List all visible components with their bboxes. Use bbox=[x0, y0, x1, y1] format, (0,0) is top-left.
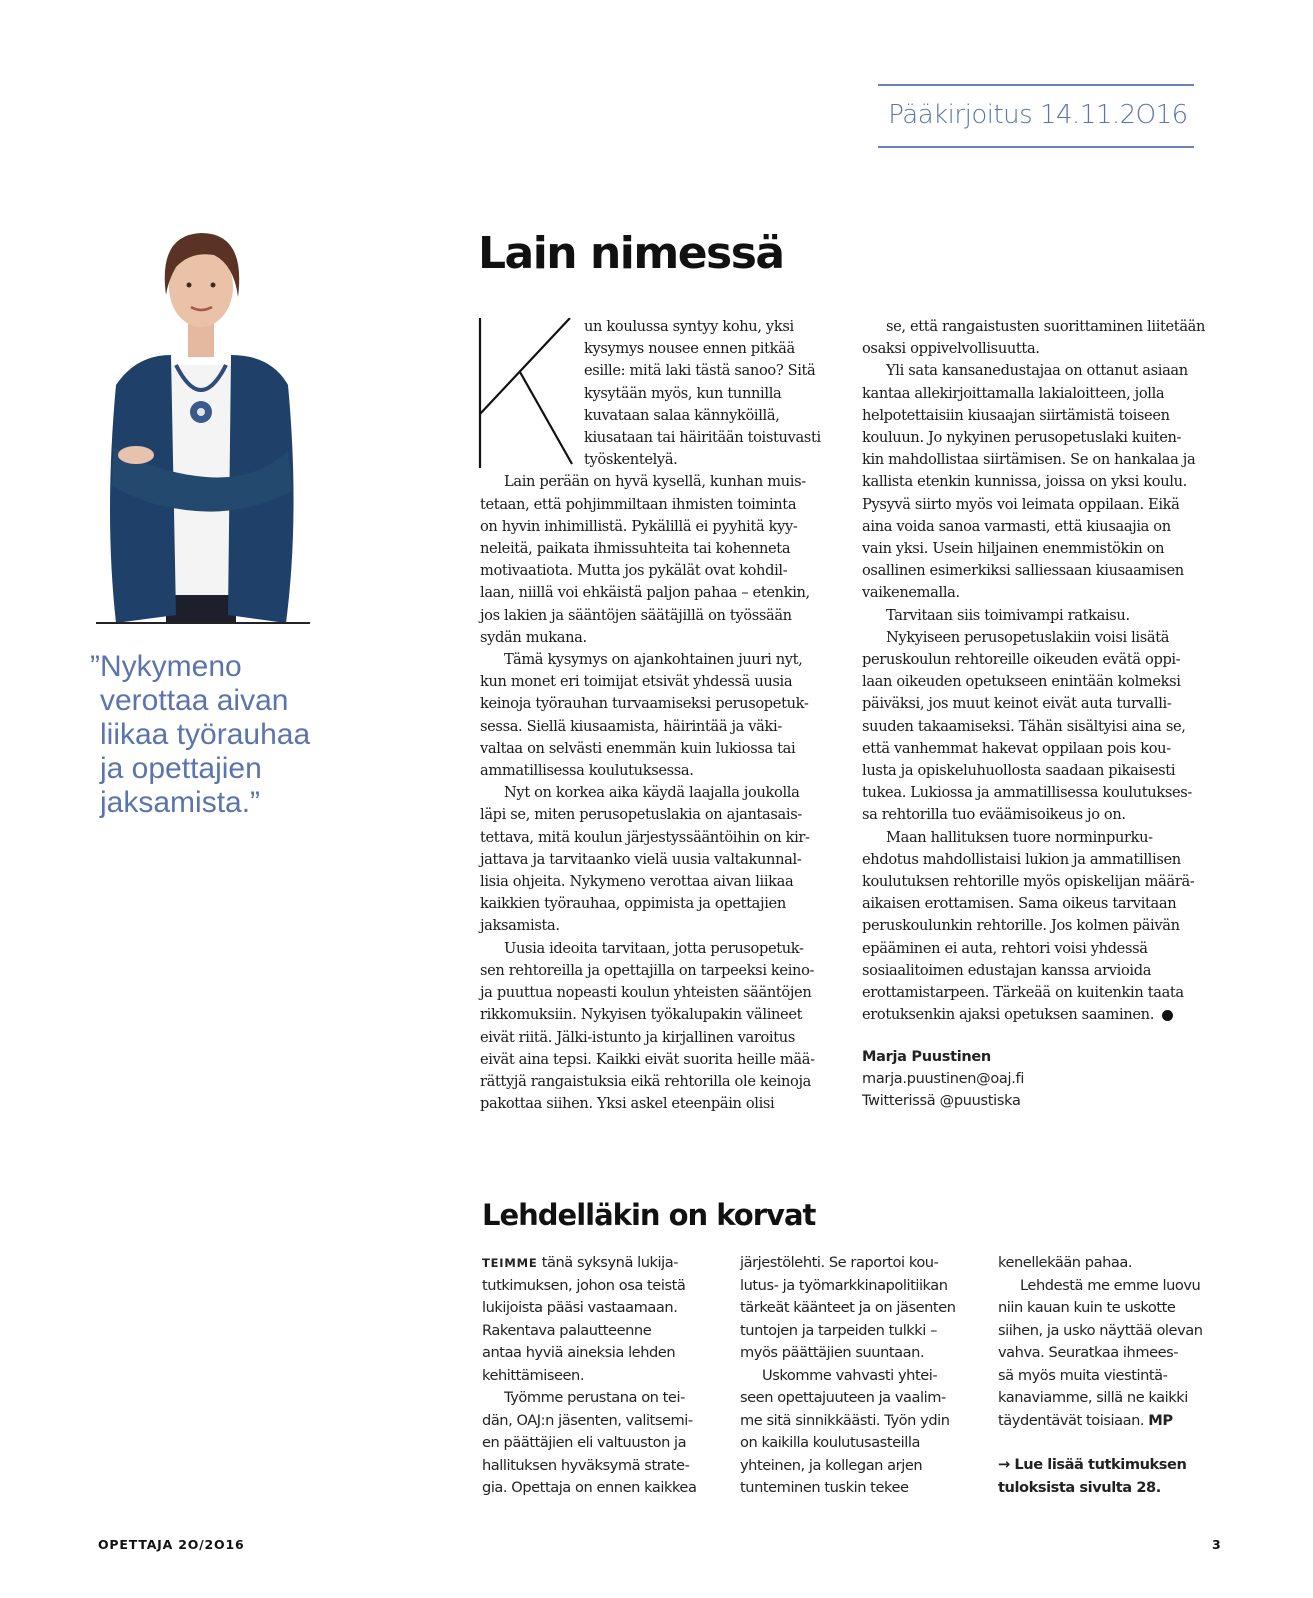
text-line: eivät riitä. Jälki-istunto ja kirjallinen varoitus bbox=[480, 1028, 795, 1046]
text-line: epääminen ei auta, rehtori voisi yhdessä bbox=[862, 939, 1148, 957]
read-more-line[interactable]: tuloksista sivulta 28. bbox=[998, 1478, 1161, 1496]
text-line: tutkimuksen, johon osa teistä bbox=[482, 1276, 686, 1294]
text-line: aikaisen erottamisen. Sama oikeus tarvitaan bbox=[862, 895, 1177, 913]
text-line: peruskoulun rehtoreille oikeuden evätä oppi- bbox=[862, 651, 1181, 669]
paragraph bbox=[480, 471, 840, 649]
text-line: Uusia ideoita tarvitaan, jotta perusopetuk- bbox=[504, 939, 804, 957]
text-line: kenellekään pahaa. bbox=[998, 1254, 1133, 1271]
text-line: kehittämiseen. bbox=[482, 1366, 585, 1384]
pull-quote-line: jaksamista.” bbox=[100, 786, 261, 819]
text-line: jattava ja tarvitaanko vielä uusia valtakunnal- bbox=[480, 850, 802, 868]
text-line: järjestölehti. Se raportoi kou- bbox=[740, 1254, 939, 1271]
article-column-2 bbox=[862, 316, 1222, 1027]
text-line: tuntojen ja tarpeiden tulkki – bbox=[740, 1321, 937, 1339]
text-line: rättyjä rangaistuksia eikä rehtorilla ole keinoja bbox=[480, 1072, 811, 1090]
paragraph bbox=[862, 360, 1222, 604]
text-line: jos lakien ja sääntöjen säätäjillä on työssään bbox=[480, 606, 792, 624]
secondary-column-2 bbox=[740, 1252, 970, 1500]
pull-quote-line: verottaa aivan bbox=[100, 684, 289, 717]
author-twitter[interactable]: Twitterissä @puustiska bbox=[862, 1093, 1021, 1109]
text-line: että vanhemmat hakevat oppilaan pois kou- bbox=[862, 739, 1171, 757]
text-line: sä myös muita viestintä- bbox=[998, 1366, 1168, 1384]
text-line: TEIMME tänä syksynä lukija- bbox=[482, 1254, 679, 1271]
text-line: Lehdestä me emme luovu bbox=[1020, 1276, 1201, 1294]
text-line: kin mahdollistaa siirtämisen. Se on hankalaa ja bbox=[862, 451, 1196, 469]
text-line: jaksamista. bbox=[480, 917, 560, 935]
portrait-neck bbox=[188, 323, 214, 357]
text-line: kysytään myös, kun tunnilla bbox=[584, 384, 782, 402]
text-line: helpotettaisiin kiusaajan siirtämistä toiseen bbox=[862, 406, 1170, 424]
text-line: suuden takaamiseksi. Tähän sisältyisi aina se, bbox=[862, 717, 1186, 735]
text-line: tunteminen tuskin tekee bbox=[740, 1479, 909, 1496]
text-line: valtaa on selvästi enemmän kuin lukiossa tai bbox=[480, 739, 796, 757]
text-line: lutus- ja työmarkkinapolitiikan bbox=[740, 1276, 948, 1294]
text-line: kaikkien työrauhaa, oppimista ja opettajien bbox=[480, 895, 786, 913]
paragraph bbox=[862, 605, 1222, 627]
text-line: sa rehtorilla tuo eväämisoikeus jo on. bbox=[862, 806, 1126, 824]
text-line: osaksi oppivelvollisuutta. bbox=[862, 340, 1040, 358]
text-line: erottamistarpeen. Tärkeää on kuitenkin taata bbox=[862, 984, 1184, 1002]
text-line: yhteinen, ja kollegan arjen bbox=[740, 1456, 923, 1474]
text-line: Yli sata kansanedustajaa on ottanut asiaan bbox=[886, 362, 1188, 380]
read-more-link[interactable] bbox=[998, 1454, 1228, 1499]
secondary-column-3 bbox=[998, 1252, 1228, 1499]
text-line: Nykyiseen perusopetuslakiin voisi lisätä bbox=[886, 628, 1170, 646]
text-line: kantaa allekirjoittamalla lakialoitteen, jolla bbox=[862, 384, 1165, 402]
text-line: Maan hallituksen tuore norminpurku- bbox=[886, 828, 1153, 846]
text-line: kouluun. Jo nykyinen perusopetuslaki kuiten- bbox=[862, 429, 1182, 447]
lead-word: TEIMME bbox=[482, 1256, 538, 1270]
text-line: on kaikilla koulutusasteilla bbox=[740, 1434, 920, 1451]
text-line: laan, niillä voi ehkäistä paljon pahaa – etenkin, bbox=[480, 584, 810, 602]
text-line: niin kauan kuin te uskotte bbox=[998, 1299, 1176, 1316]
text-line: sessa. Siellä kiusaamista, häirintää ja väki- bbox=[480, 717, 782, 735]
text-line: neleitä, paikata ihmissuhteita tai kohenneta bbox=[480, 540, 791, 558]
text-line: laan oikeuden opetukseen enintään kolmeksi bbox=[862, 673, 1181, 691]
text-line: antaa hyviä aineksia lehden bbox=[482, 1344, 676, 1361]
text-line: täydentävät toisiaan. MP bbox=[998, 1411, 1173, 1429]
secondary-column-1 bbox=[482, 1252, 712, 1500]
author-name: Marja Puustinen bbox=[862, 1049, 991, 1065]
text-line: kallista etenkin kunnissa, joissa on yksi koulu. bbox=[862, 473, 1187, 491]
text-line: tetaan, että pohjimmiltaan ihmisten toiminta bbox=[480, 495, 797, 513]
text-line: sydän mukana. bbox=[480, 628, 587, 646]
text-line: tärkeät käänteet ja on jäsenten bbox=[740, 1299, 956, 1316]
text-line: aina voida sanoa varmasti, että kiusaajia on bbox=[862, 517, 1171, 535]
text-line: pakottaa siihen. Yksi askel eteenpäin olisi bbox=[480, 1095, 775, 1113]
text-line: tettava, mitä koulun järjestyssääntöihin on kir- bbox=[480, 828, 810, 846]
text-line: kanaviamme, sillä ne kaikki bbox=[998, 1389, 1188, 1406]
paragraph bbox=[480, 938, 840, 1116]
text-line: hallituksen hyväksymä strate- bbox=[482, 1456, 690, 1474]
text-line: Pysyvä siirto myös voi leimata oppilaan. Eikä bbox=[862, 495, 1180, 513]
secondary-headline: Lehdelläkin on korvat bbox=[482, 1198, 816, 1232]
text-line: sen rehtoreilla ja opettajilla on tarpeeksi keino- bbox=[480, 961, 815, 979]
text-line: Rakentava palautteenne bbox=[482, 1321, 652, 1339]
text-line: kuvataan salaa kännyköillä, bbox=[584, 406, 780, 424]
portrait-hand bbox=[118, 446, 154, 464]
text-line: Lain perään on hyvä kysellä, kunhan muis- bbox=[504, 473, 806, 491]
text-line: Työmme perustana on tei- bbox=[504, 1389, 685, 1406]
pull-quote-line: ”Nykymeno bbox=[90, 650, 242, 683]
byline bbox=[862, 1046, 1024, 1112]
text-line: vahva. Seuratkaa ihmees- bbox=[998, 1344, 1179, 1361]
text-line: en päättäjien eli valtuuston ja bbox=[482, 1434, 687, 1451]
text-line: se, että rangaistusten suorittaminen liitetään bbox=[886, 318, 1206, 335]
text-line: un koulussa syntyy kohu, yksi bbox=[584, 318, 794, 335]
text-line: erotuksenkin ajaksi opetuksen saaminen. bbox=[862, 1004, 1222, 1026]
text-line: päiväksi, jos muut keinot eivät auta turvalli- bbox=[862, 695, 1172, 713]
article-column-1 bbox=[480, 316, 840, 1115]
text-line: lusta ja opiskeluhuollosta saadaan pikaisesti bbox=[862, 762, 1176, 780]
text-line: esille: mitä laki tästä sanoo? Sitä bbox=[584, 362, 816, 380]
text-line: motivaatiota. Mutta jos pykälät ovat kohdil- bbox=[480, 562, 788, 580]
text-line: lukijoista pääsi vastaamaan. bbox=[482, 1299, 678, 1316]
text-line: peruskoulunkin rehtorille. Jos kolmen päivän bbox=[862, 917, 1180, 935]
text-line: me sitä sinnikkäästi. Työn ydin bbox=[740, 1411, 950, 1429]
author-initials: MP bbox=[1148, 1411, 1173, 1429]
text-line: vaikenemalla. bbox=[862, 584, 960, 602]
text-line: ehdotus mahdollistaisi lukion ja ammatillisen bbox=[862, 850, 1181, 868]
text-line: rikkomuksiin. Nykyisen työkalupakin välineet bbox=[480, 1006, 803, 1024]
text-line: Nyt on korkea aika käydä laajalla joukolla bbox=[504, 784, 800, 802]
article-headline: Lain nimessä bbox=[478, 228, 784, 279]
text-line: Tämä kysymys on ajankohtainen juuri nyt, bbox=[504, 651, 803, 669]
page-number: 3 bbox=[1212, 1537, 1221, 1552]
text-line: gia. Opettaja on ennen kaikkea bbox=[482, 1479, 697, 1496]
text-line: keinoja työrauhan turvaamiseksi perusopetuk- bbox=[480, 695, 809, 713]
text-line: Uskomme vahvasti yhtei- bbox=[762, 1366, 938, 1384]
paragraph bbox=[862, 316, 1222, 360]
text-line: sosiaalitoimen edustajan kanssa arvioida bbox=[862, 961, 1152, 979]
text-line: kiusataan tai häiritään toistuvasti bbox=[584, 429, 821, 447]
text-line: koulutuksen rehtorille myös opiskelijan määrä- bbox=[862, 873, 1195, 891]
text-line: myös päättäjien suuntaan. bbox=[740, 1344, 925, 1361]
text-line: kun monet eri toimijat etsivät yhdessä uusia bbox=[480, 673, 793, 691]
text-line: lisia ohjeita. Nykymeno verottaa aivan liikaa bbox=[480, 873, 794, 891]
dropcap-paragraph bbox=[480, 316, 840, 471]
text-line: eivät aina tepsi. Kaikki eivät suorita heille mää- bbox=[480, 1050, 815, 1068]
text-line: dän, OAJ:n jäsenten, valitsemi- bbox=[482, 1411, 693, 1429]
section-rubric: Pääkirjoitus 14.11.2O16 bbox=[888, 100, 1188, 130]
text-line: seen opettajuuteen ja vaalim- bbox=[740, 1389, 946, 1406]
text-line: tukea. Lukiossa ja ammatillisessa koulutukses- bbox=[862, 784, 1192, 802]
paragraph bbox=[480, 782, 840, 937]
header-rule-top bbox=[878, 84, 1194, 86]
author-portrait-photo bbox=[96, 215, 306, 623]
paragraph bbox=[862, 627, 1222, 827]
text-line: osallinen esimerkiksi salliessaan kiusaamisen bbox=[862, 562, 1184, 580]
author-email-link[interactable]: marja.puustinen@oaj.fi bbox=[862, 1071, 1025, 1087]
pull-quote bbox=[90, 650, 330, 820]
text-line: vain yksi. Usein hiljainen enemmistökin on bbox=[862, 540, 1165, 558]
text-line: siihen, ja usko näyttää olevan bbox=[998, 1321, 1203, 1339]
end-of-article-icon bbox=[1162, 1010, 1173, 1021]
text-line: kysymys nousee ennen pitkää bbox=[584, 340, 795, 358]
read-more-line[interactable]: → Lue lisää tutkimuksen bbox=[998, 1456, 1187, 1473]
text-line: ja puuttua nopeasti koulun yhteisten sääntöjen bbox=[480, 984, 812, 1002]
paragraph bbox=[480, 649, 840, 782]
portrait-divider bbox=[96, 622, 310, 624]
paragraph bbox=[862, 827, 1222, 1027]
header-rule-bottom bbox=[878, 146, 1194, 148]
pull-quote-line: ja opettajien bbox=[100, 752, 262, 785]
text-line: Tarvitaan siis toimivampi ratkaisu. bbox=[886, 606, 1130, 624]
text-line: työskentelyä. bbox=[584, 451, 678, 469]
pull-quote-line: liikaa työrauhaa bbox=[100, 718, 311, 751]
publication-issue: OPETTAJA 2O/2O16 bbox=[98, 1537, 245, 1552]
text-line: ammatillisessa koulutuksessa. bbox=[480, 762, 694, 780]
text-line: on hyvin inhimillistä. Pykälillä ei pyyhitä kyy- bbox=[480, 517, 798, 535]
text-line: läpi se, miten perusopetuslakia on ajantasais- bbox=[480, 806, 802, 824]
